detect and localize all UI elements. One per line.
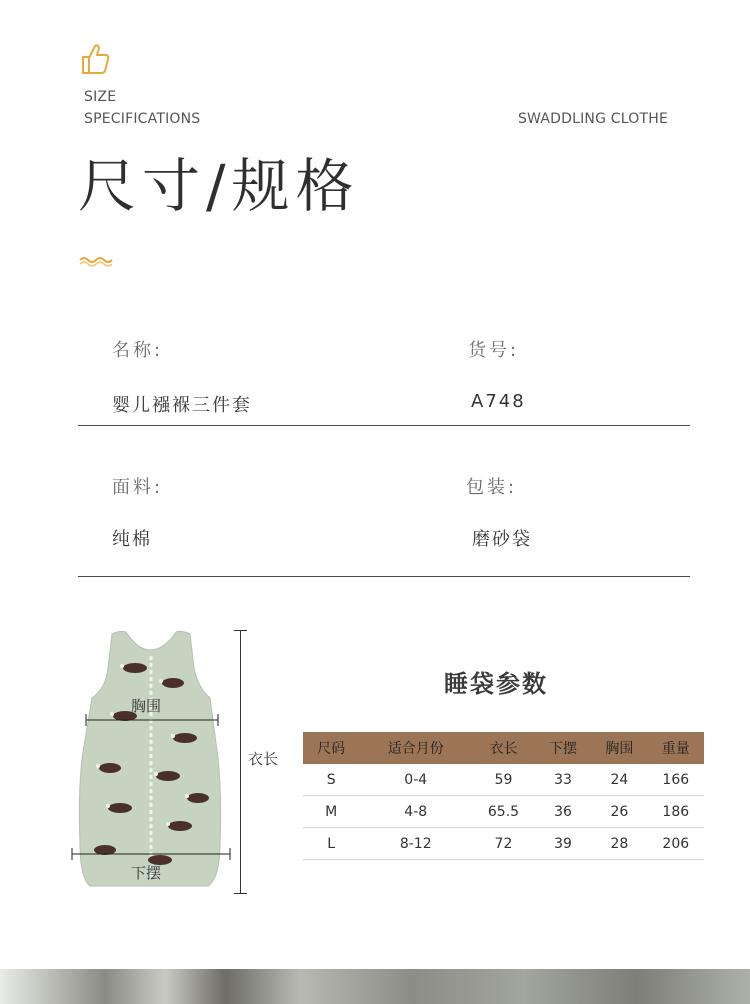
header-length: 衣长 xyxy=(472,732,535,764)
sleeping-bag-illustration xyxy=(70,628,245,898)
fabric-label: 面料: xyxy=(112,477,164,498)
cell-size: L xyxy=(303,828,359,860)
cell-months: 0-4 xyxy=(359,764,472,796)
cell-length: 72 xyxy=(472,828,535,860)
hem-label: 下摆 xyxy=(131,864,162,882)
name-label: 名称: xyxy=(112,340,164,361)
cell-length: 65.5 xyxy=(472,796,535,828)
header-hem: 下摆 xyxy=(535,732,591,764)
divider xyxy=(78,576,690,577)
cell-hem: 39 xyxy=(535,828,591,860)
wave-icon xyxy=(78,254,116,268)
cell-chest: 28 xyxy=(591,828,647,860)
header-chest: 胸围 xyxy=(591,732,647,764)
package-value: 磨砂袋 xyxy=(472,529,532,550)
specifications-label: SPECIFICATIONS xyxy=(84,111,201,127)
length-label: 衣长 xyxy=(248,750,279,768)
header-months: 适合月份 xyxy=(359,732,472,764)
cell-size: S xyxy=(303,764,359,796)
table-row xyxy=(303,828,704,860)
size-table xyxy=(303,732,704,860)
size-label: SIZE xyxy=(84,89,117,105)
cell-months: 4-8 xyxy=(359,796,472,828)
length-measure-cap xyxy=(234,893,247,894)
thumbs-up-icon xyxy=(80,42,110,76)
chest-label: 胸围 xyxy=(131,697,162,715)
header-weight: 重量 xyxy=(648,732,704,764)
table-row xyxy=(303,796,704,828)
cell-months: 8-12 xyxy=(359,828,472,860)
cell-weight: 166 xyxy=(648,764,704,796)
cell-chest: 26 xyxy=(591,796,647,828)
length-measure-line xyxy=(240,630,241,894)
cell-weight: 186 xyxy=(648,796,704,828)
cell-size: M xyxy=(303,796,359,828)
table-title: 睡袋参数 xyxy=(444,670,548,698)
cell-hem: 36 xyxy=(535,796,591,828)
divider xyxy=(78,425,690,426)
name-value: 婴儿襁褓三件套 xyxy=(112,395,252,416)
code-value: A748 xyxy=(471,391,526,412)
cell-hem: 33 xyxy=(535,764,591,796)
fabric-value: 纯棉 xyxy=(112,529,152,550)
cell-length: 59 xyxy=(472,764,535,796)
header-size: 尺码 xyxy=(303,732,359,764)
table-header-row xyxy=(303,732,704,764)
cell-chest: 24 xyxy=(591,764,647,796)
page-title: 尺寸/规格 xyxy=(78,152,360,220)
code-label: 货号: xyxy=(468,340,520,361)
swaddling-clothe-label: SWADDLING CLOTHE xyxy=(517,111,668,127)
cell-weight: 206 xyxy=(648,828,704,860)
package-label: 包装: xyxy=(466,477,518,498)
table-row xyxy=(303,764,704,796)
product-photo-strip xyxy=(0,969,750,1004)
